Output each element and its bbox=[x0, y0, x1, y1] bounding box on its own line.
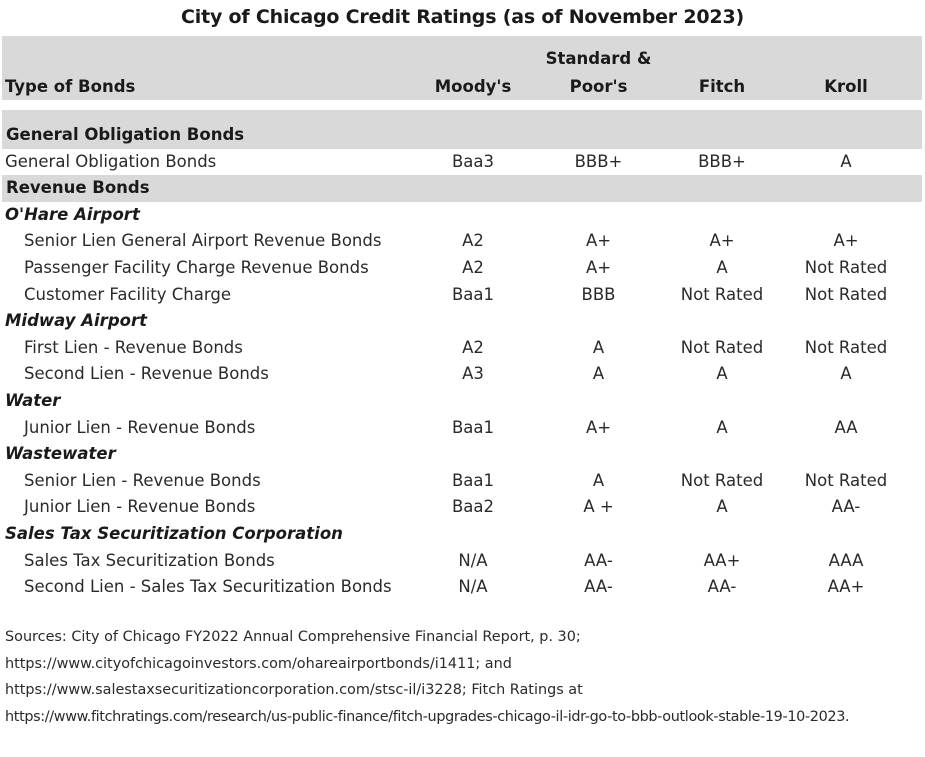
rating-cell-kroll: Not Rated bbox=[804, 470, 888, 490]
group-row bbox=[0, 308, 925, 335]
header-moodys: Moody's bbox=[434, 77, 512, 96]
header-separator bbox=[2, 110, 922, 122]
rating-cell-sp: A+ bbox=[585, 258, 612, 277]
section-row bbox=[2, 122, 922, 149]
rating-cell-kroll: Not Rated bbox=[804, 258, 888, 277]
header-sp-line1: Standard & bbox=[545, 49, 652, 68]
rating-cell-moodys: Baa2 bbox=[451, 497, 495, 517]
table-row bbox=[0, 574, 925, 601]
bond-type-cell: General Obligation Bonds bbox=[5, 151, 217, 171]
header-kroll: Kroll bbox=[824, 77, 868, 96]
page-title: City of Chicago Credit Ratings (as of November 2023) bbox=[181, 6, 744, 28]
rating-cell-sp: A+ bbox=[585, 417, 612, 437]
rating-cell-kroll: AA+ bbox=[827, 577, 865, 597]
rating-cell-kroll: AAA bbox=[828, 550, 864, 570]
bond-type-cell: Midway Airport bbox=[5, 311, 147, 331]
table-row bbox=[0, 149, 925, 176]
group-row bbox=[0, 441, 925, 468]
rating-cell-sp: A bbox=[592, 470, 605, 490]
table-row bbox=[0, 494, 925, 521]
rating-cell-sp: AA- bbox=[584, 550, 613, 570]
rating-cell-fitch: AA- bbox=[707, 577, 737, 597]
table-row bbox=[0, 255, 925, 282]
rating-cell-fitch: A bbox=[716, 364, 728, 384]
rating-cell-moodys: Baa1 bbox=[451, 470, 495, 490]
rating-cell-fitch: Not Rated bbox=[680, 470, 764, 490]
rating-cell-sp: BBB+ bbox=[574, 151, 623, 171]
rating-cell-fitch: AA+ bbox=[703, 550, 741, 570]
table-row bbox=[0, 468, 925, 495]
rating-cell-sp: BBB bbox=[581, 284, 616, 304]
sources-line: https://www.cityofchicagoinvestors.com/ohareairportbonds/i1411; and bbox=[5, 655, 512, 672]
rating-cell-moodys: N/A bbox=[458, 550, 488, 570]
table-row bbox=[0, 335, 925, 362]
bond-type-cell: Senior Lien - Revenue Bonds bbox=[24, 470, 261, 490]
rating-cell-kroll: A bbox=[840, 364, 852, 384]
table-row bbox=[0, 282, 925, 309]
header-fitch: Fitch bbox=[698, 77, 746, 96]
rating-cell-sp: A bbox=[592, 364, 605, 384]
rating-cell-fitch: Not Rated bbox=[680, 337, 764, 357]
rating-cell-moodys: Baa1 bbox=[451, 284, 495, 304]
rating-cell-moodys: N/A bbox=[458, 577, 488, 597]
rating-cell-fitch: A bbox=[716, 258, 728, 277]
sources-line: Sources: City of Chicago FY2022 Annual Comprehensive Financial Report, p. 30; bbox=[5, 629, 581, 645]
rating-cell-moodys: Baa1 bbox=[451, 417, 495, 437]
rating-cell-kroll: Not Rated bbox=[804, 284, 888, 304]
rating-cell-fitch: A bbox=[716, 417, 728, 437]
rating-cell-kroll: A bbox=[840, 151, 852, 171]
table-row bbox=[0, 228, 925, 255]
bond-type-cell: General Obligation Bonds bbox=[6, 125, 245, 144]
rating-cell-moodys: A2 bbox=[462, 258, 484, 277]
group-row bbox=[0, 202, 925, 229]
rating-cell-kroll: AA- bbox=[831, 497, 861, 517]
header-sp-line2: Poor's bbox=[569, 77, 628, 96]
table-row bbox=[0, 415, 925, 442]
bond-type-cell: Sales Tax Securitization Corporation bbox=[5, 524, 343, 543]
bond-type-cell: O'Hare Airport bbox=[5, 204, 140, 224]
rating-cell-fitch: Not Rated bbox=[680, 284, 764, 304]
bond-type-cell: Junior Lien - Revenue Bonds bbox=[24, 497, 256, 517]
rating-cell-moodys: A2 bbox=[462, 231, 484, 251]
rating-cell-kroll: Not Rated bbox=[804, 337, 888, 357]
bond-type-cell: Revenue Bonds bbox=[6, 178, 150, 198]
table-row bbox=[0, 548, 925, 575]
rating-cell-moodys: Baa3 bbox=[451, 151, 495, 171]
rating-cell-fitch: BBB+ bbox=[698, 151, 746, 171]
sources-line: https://www.salestaxsecuritizationcorporation.com/stsc-il/i3228; Fitch Ratings at bbox=[5, 682, 583, 698]
table-row bbox=[0, 361, 925, 388]
table-header bbox=[2, 36, 922, 100]
sources-line: https://www.fitchratings.com/research/us-public-finance/fitch-upgrades-chicago-il-idr-go-to-bbb-outlook-stable-19-10-2023. bbox=[5, 708, 850, 725]
bond-type-cell: Water bbox=[5, 391, 61, 410]
group-row bbox=[0, 388, 925, 415]
rating-cell-kroll: A+ bbox=[833, 231, 859, 251]
bond-type-cell: Sales Tax Securitization Bonds bbox=[24, 550, 275, 570]
header-type-of-bonds: Type of Bonds bbox=[5, 77, 136, 96]
group-row bbox=[0, 521, 925, 548]
rating-cell-kroll: AA bbox=[834, 417, 858, 437]
rating-cell-sp: AA- bbox=[584, 577, 613, 597]
bond-type-cell: Junior Lien - Revenue Bonds bbox=[24, 417, 256, 437]
bond-type-cell: Customer Facility Charge bbox=[24, 284, 231, 304]
rating-cell-moodys: A3 bbox=[462, 364, 484, 384]
bond-type-cell: Second Lien - Revenue Bonds bbox=[24, 364, 269, 384]
rating-cell-sp: A + bbox=[583, 497, 614, 517]
bond-type-cell: Passenger Facility Charge Revenue Bonds bbox=[24, 258, 369, 277]
bond-type-cell: Senior Lien General Airport Revenue Bonds bbox=[24, 231, 382, 251]
bond-type-cell: Wastewater bbox=[5, 444, 116, 464]
rating-cell-fitch: A+ bbox=[709, 231, 735, 251]
rating-cell-sp: A+ bbox=[585, 231, 612, 251]
rating-cell-fitch: A bbox=[716, 497, 728, 517]
rating-cell-moodys: A2 bbox=[462, 337, 484, 357]
section-row bbox=[2, 175, 922, 202]
sources-note bbox=[5, 624, 923, 730]
bond-type-cell: First Lien - Revenue Bonds bbox=[24, 337, 243, 357]
bond-type-cell: Second Lien - Sales Tax Securitization Bonds bbox=[24, 577, 392, 597]
rating-cell-sp: A bbox=[592, 337, 605, 357]
